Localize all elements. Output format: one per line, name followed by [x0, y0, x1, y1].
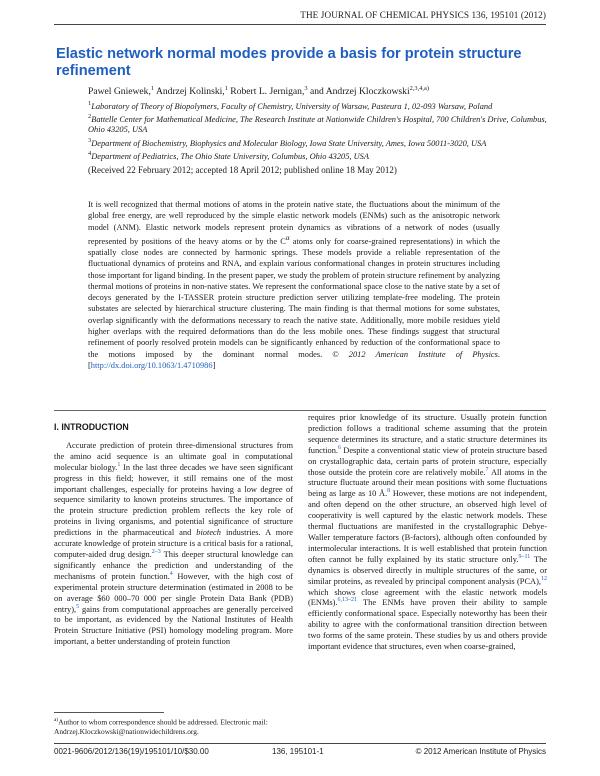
citation-link[interactable]: 2–3 [151, 549, 161, 556]
affiliation [88, 99, 558, 112]
footnote-text: Author to whom correspondence should be addressed. Electronic mail: Andrzej.Kloczkowski@nationwidechildrens.org. [54, 717, 268, 736]
body-text: gains from computational approaches are generally perceived to be important, as evidenced by the National Institutes of Health Protein Structure Initiative (PSI) homology modeling program. More important, a better understanding of protein function [54, 604, 293, 647]
footnote-rule [54, 712, 164, 713]
emphasis-text: biotech [196, 528, 221, 538]
body-text: However, these motions are not independent, and often depend on the other structure, an observed high level of cooperativity is well captured by the elastic network models. These thermal fluctuations are manifested in the crystallographic Debye-Waller temperature factors (B-factors), although often confounded by intermolecular interactions. It is well established that protein function often cannot be fully explained by its static structure only. [308, 489, 547, 564]
author-list [88, 84, 558, 98]
affiliation-text: Laboratory of Theory of Biopolymers, Faculty of Chemistry, University of Warsaw, Pasteura 1, 02-093 Warsaw, Poland [91, 101, 493, 111]
abstract-rule [54, 410, 546, 411]
affiliation-text: Department of Biochemistry, Biophysics and Molecular Biology, Iowa State University, Ames, Iowa 50011-3020, USA [91, 138, 487, 148]
body-text: Accurate prediction of protein three-dimensional structures from the amino acid sequence is an ultimate goal in computational molecular biology. [54, 440, 293, 472]
author-name: Robert L. Jernigan, [227, 86, 305, 98]
citation-link[interactable]: 12 [541, 575, 547, 582]
citation-link[interactable]: 9–11 [518, 553, 531, 560]
abstract-text: ] [212, 360, 216, 370]
citation-link[interactable]: 5 [76, 603, 80, 610]
citation-link[interactable]: 1 [117, 461, 121, 468]
body-text: industries. A more accurate knowledge of protein structure is a critical basis for a rational, computer-aided drug design. [54, 528, 293, 559]
body-paragraph [308, 413, 547, 653]
received-dates: (Received 22 February 2012; accepted 18 April 2012; published online 18 May 2012) [88, 165, 397, 176]
affiliation [88, 112, 558, 136]
right-column [308, 413, 547, 653]
affiliation [88, 136, 558, 149]
body-text: In the last three decades we have seen significant progress in this field; however, it still remains one of the most important challenges, especially for proteins having a low degree of sequence similarity to known proteins structures. The importance of the protein structure prediction problem reflects the key role of proteins in living organisms, and potential significance of structure predictions in the pharmaceutical and [54, 462, 293, 538]
author-affil-mark: 1 [224, 85, 228, 92]
footnote-mark: a) [54, 717, 59, 723]
header-rule [54, 24, 546, 25]
left-column [54, 422, 293, 648]
running-header: THE JOURNAL OF CHEMICAL PHYSICS 136, 195101 (2012) [300, 10, 546, 20]
body-text: This deeper structural knowledge can significantly enhance the prediction and understanding of the mechanisms of protein function. [54, 549, 293, 581]
abstract-text: atoms only for coarse-grained representations) in which the spatially close nodes are connected by harmonic springs. These models provide a reliable representation of the fluctuational dynamics of proteins and RNA, and explain various conformational changes in protein structures including those important for ligand binding. In the present paper, we study the problem of protein structure refinement by analyzing thermal motions of proteins in non-native states. We represent the conformational space close to the native state by a set of decoys generated by the I-TASSER protein structure prediction server utilizing template-free modeling. The protein substates are selected by hierarchical structure clustering. The main finding is that thermal motions for some substates, overlap significantly with the deformations necessary to reach the native state. Additionally, more mobile residues yield higher overlaps with the required deformations than do the less mobile ones. These findings suggest that structural refinement of poorly resolved protein models can be significantly enhanced by reduction of the conformational space to the motions imposed by the dominant normal modes. © [88, 236, 500, 359]
body-text: requires prior knowledge of its structure. Usually protein function prediction follows a traditional scheme assuming that the protein sequence determines its structure, and a static structure determines its function. [308, 413, 547, 455]
footer-rule [54, 743, 546, 744]
abstract-text: It is well recognized that thermal motions of atoms in the protein native state, the fluctuations about the minimum of the global free energy, are well reproduced by the simple elastic network models (ENMs) such as the anisotropic network model (ANM). Elastic network models represent protein dynamics as vibrations of a network of nodes (usually represented by positions of the heavy atoms or by the C [88, 200, 500, 246]
affiliation [88, 149, 558, 162]
author-affil-mark: 2,3,4,a) [409, 85, 429, 92]
affiliation-mark: 1 [88, 99, 92, 107]
body-text: The dynamics is observed directly in multiple structures of the same, or similar proteins, as revealed by principal component analysis (PCA), [308, 554, 548, 586]
body-paragraph [54, 441, 293, 648]
citation-link[interactable]: 7 [485, 466, 489, 473]
correspondence-footnote [54, 716, 293, 736]
abstract-text: . [ [88, 349, 500, 370]
author-affil-mark: 1 [150, 85, 155, 92]
citation-link[interactable]: 6 [338, 444, 342, 451]
body-text: All atoms in the structure fluctuate around their mean positions with some fluctuations being as large as 10 Å. [308, 467, 547, 499]
citation-link[interactable]: 8 [387, 488, 391, 495]
body-text: which shows close agreement with the elastic network models (ENMs). [308, 587, 547, 608]
body-text: However, with the high cost of experimental protein structure determination (estimated in 2008 to be on average $60 000–70 000 per single Protein Data Bank (PDB) entry), [54, 571, 293, 614]
body-text: The ENMs have proven their ability to sample efficiently conformational space. Especially noteworthy has been their ability to agree with the conformational transition direction between two forms of the same protein. These studies by us and others provide important evidence that structures, even when coarse-grained, [308, 598, 547, 652]
body-text: Despite a conventional static view of protein structure based on crystallographic data, certain parts of protein structure, especially those outside the protein core are relatively mobile. [308, 445, 547, 477]
copyright-holder: 2012 American Institute of Physics [348, 349, 498, 359]
affiliation-mark: 3 [88, 136, 92, 144]
abstract [88, 199, 500, 371]
author-affil-mark: 3 [304, 85, 308, 92]
affiliation-text: Department of Pediatrics, The Ohio State University, Columbus, Ohio 43205, USA [91, 151, 369, 161]
author-name: Andrzej Kolinski, [154, 86, 225, 98]
author-name: Pawel Gniewek, [88, 86, 151, 98]
doi-link[interactable]: http://dx.doi.org/10.1063/1.4710986 [90, 360, 213, 370]
affiliation-mark: 2 [88, 112, 92, 120]
citation-link[interactable]: 6,13–21 [337, 597, 358, 604]
author-name: and Andrzej Kloczkowski [307, 86, 410, 98]
citation-link[interactable]: 4 [169, 570, 173, 577]
front-matter [88, 84, 558, 176]
footer-page-number: 136, 195101-1 [272, 747, 324, 756]
section-heading: I. INTRODUCTION [54, 422, 129, 432]
footer-copyright: © 2012 American Institute of Physics [415, 747, 546, 756]
affiliation-text: Battelle Center for Mathematical Medicine, The Research Institute at Nationwide Children's Hospital, 700 Children's Drive, Columbus, Ohio 43205, USA [88, 114, 547, 135]
affiliation-mark: 4 [88, 150, 92, 158]
alpha-symbol: α [285, 233, 290, 242]
article-title: Elastic network normal modes provide a basis for protein structure refinement [56, 46, 522, 79]
footer-issn: 0021-9606/2012/136(19)/195101/10/$30.00 [54, 747, 209, 756]
